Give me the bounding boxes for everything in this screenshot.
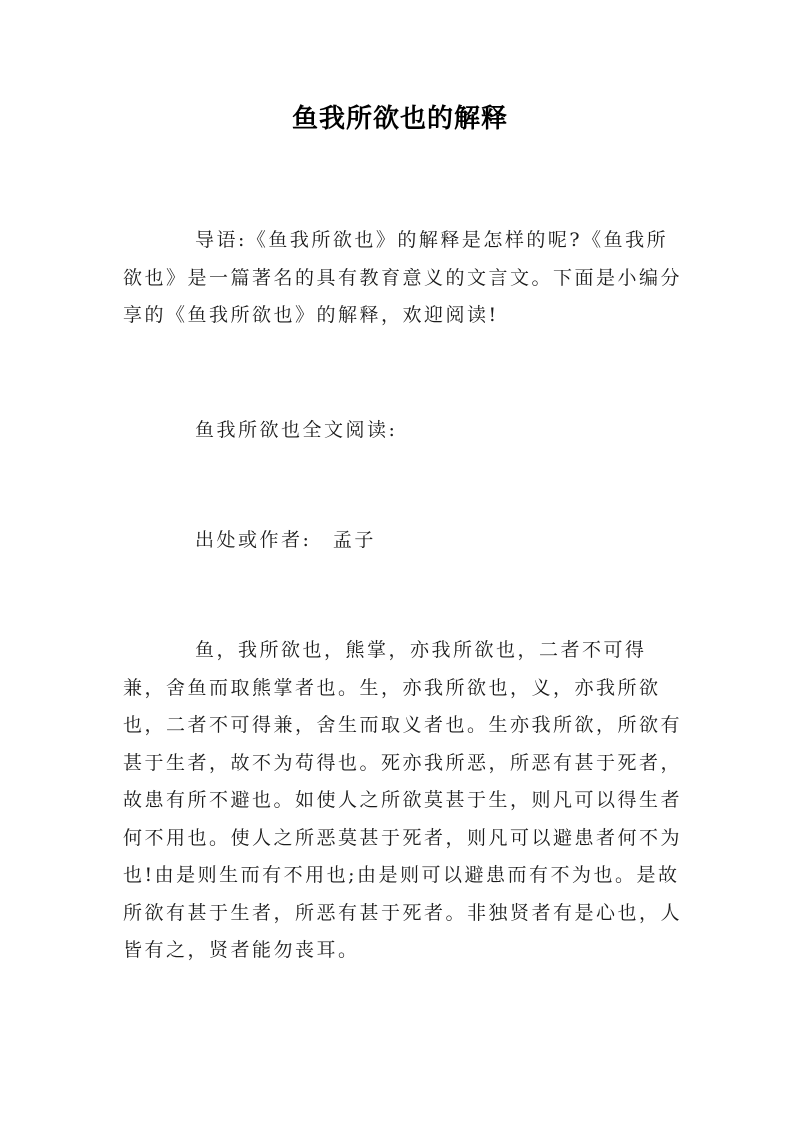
body-text-paragraph: 鱼，我所欲也，熊掌，亦我所欲也，二者不可得兼，舍鱼而取熊掌者也。生，亦我所欲也，义，亦我所欲也，二者不可得兼，舍生而取义者也。生亦我所欲，所欲有甚于生者，故不为苟得也。死亦我所恶，所恶有甚于死者，故患有所不避也。如使人之所欲莫甚于生，则凡可以得生者何不用也。使人之所恶莫甚于死者，则凡可以避患者何不为也!由是则生而有不用也;由是则可以避患而有不为也。是故所欲有甚于生者，所恶有甚于死者。非独贤者有是心也，人皆有之，贤者能勿丧耳。 (123, 639, 683, 961)
fulltext-heading-paragraph: 鱼我所欲也全文阅读: (195, 419, 398, 441)
document-title: 鱼我所欲也的解释 (291, 104, 508, 134)
intro-paragraph: 导语:《鱼我所欲也》的解释是怎样的呢?《鱼我所欲也》是一篇著名的具有教育意义的文言文。下面是小编分享的《鱼我所欲也》的解释，欢迎阅读! (123, 229, 683, 326)
source-author-paragraph: 出处或作者: 孟子 (195, 529, 376, 551)
